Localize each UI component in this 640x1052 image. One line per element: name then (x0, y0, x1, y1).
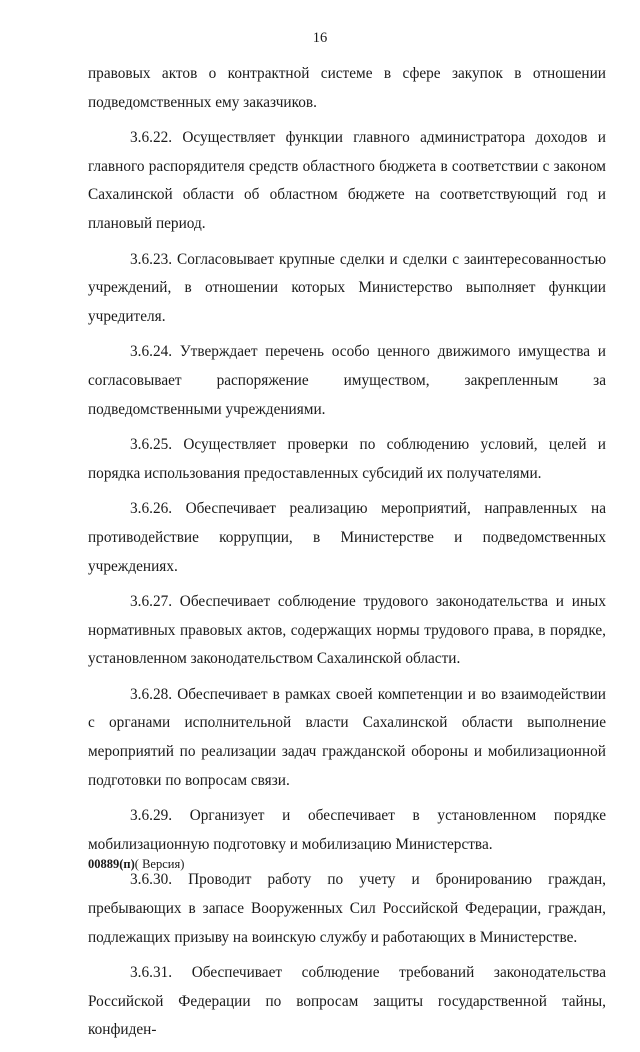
version-label: ( Версия) (134, 857, 185, 871)
paragraph: правовых актов о контрактной системе в сфере закупок в отношении подведомственных ему заказчиков. (88, 65, 606, 111)
paragraph: 3.6.25. Осуществляет проверки по соблюдению условий, целей и порядка использования предоставленных субсидий их получателями. (88, 436, 606, 482)
paragraph: 3.6.23. Согласовывает крупные сделки и сделки с заинтересованностью учреждений, в отношении которых Министерство выполняет функции учредителя. (88, 250, 606, 325)
document-code: 00889(п) (88, 857, 135, 871)
paragraph: 3.6.29. Организует и обеспечивает в установленном порядке мобилизационную подготовку и мобилизацию Министерства. (88, 807, 606, 853)
footer-document-code (88, 857, 184, 872)
paragraph: 3.6.22. Осуществляет функции главного администратора доходов и главного распорядителя средств областного бюджета в соответствии с законом Сахалинской области об областном бюджете на соответствующий год и плановый период. (88, 129, 606, 232)
paragraph: 3.6.28. Обеспечивает в рамках своей компетенции и во взаимодействии с органами исполнительной власти Сахалинской области выполнение мероприятий по реализации задач гражданской обороны и мобилизационной подготовки по вопросам связи. (88, 685, 606, 789)
paragraph: 3.6.31. Обеспечивает соблюдение требований законодательства Российской Федерации по вопросам защиты государственной тайны, конфиден- (88, 964, 606, 1039)
paragraph: 3.6.30. Проводит работу по учету и бронированию граждан, пребывающих в запасе Вооруженных Сил Российской Федерации, граждан, подлежащих призыву на воинскую службу и работающих в Министерстве. (88, 871, 606, 946)
document-body (88, 60, 606, 1052)
paragraph: 3.6.27. Обеспечивает соблюдение трудового законодательства и иных нормативных правовых актов, содержащих нормы трудового права, в порядке, установленном законодательством Сахалинской области. (88, 593, 606, 668)
page-number: 16 (312, 30, 328, 46)
paragraph: 3.6.26. Обеспечивает реализацию мероприятий, направленных на противодействие коррупции, в Министерстве и подведомственных учреждениях. (88, 500, 606, 575)
paragraph: 3.6.24. Утверждает перечень особо ценного движимого имущества и согласовывает распоряжение имуществом, закрепленным за подведомственными учреждениями. (88, 343, 606, 418)
